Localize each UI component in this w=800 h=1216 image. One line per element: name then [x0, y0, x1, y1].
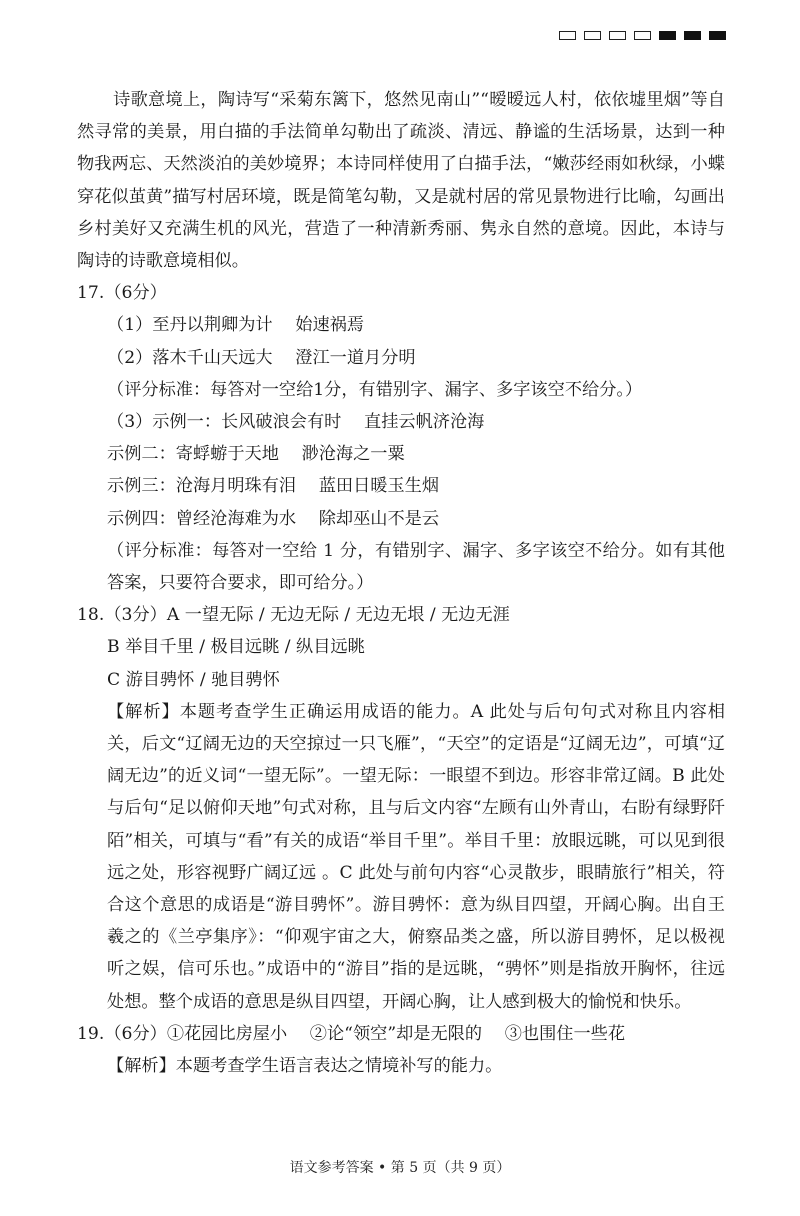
q16-paragraph: 诗歌意境上，陶诗写“采菊东篱下，悠然见南山”“暧暧远人村，依依墟里烟”等自然寻常的美景，用白描的手法简单勾勒出了疏淡、清远、静谧的生活场景，达到一种物我两忘、天然淡泊的美妙境界；本诗同样使用了白描手法，“嫩莎经雨如秋绿，小蝶穿花似茧黄”描写村居环境，既是简笔勾勒，又是就村居的常见景物进行比喻，勾画出乡村美好又充满生机的风光，营造了一种清新秀丽、隽永自然的意境。因此，本诗与陶诗的诗歌意境相似。: [77, 90, 725, 272]
hollow-mark: [584, 31, 601, 40]
q17-example-2: 示例二：寄蜉蝣于天地 渺沧海之一粟: [107, 444, 405, 465]
solid-mark: [684, 31, 701, 40]
q17-line-3: （3）示例一：长风破浪会有时 直挂云帆济沧海: [107, 412, 485, 433]
q18-analysis: 【解析】本题考查学生正确运用成语的能力。A 此处与后句句式对称且内容相关，后文“辽阔无边的天空掠过一只飞雁”，“天空”的定语是“辽阔无边”，可填“辽阔无边”的近义词“一望无际”。一望无际：一眼望不到边。形容非常辽阔。B 此处与后句“足以俯仰天地”句式对称，且与后文内容“左顾有山外青山，右盼有绿野阡陌”相关，可填与“看”有关的成语“举目千里”。举目千里：放眼远眺，可以见到很远之处，形容视野广阔辽远 。C 此处与前句内容“心灵散步，眼睛旅行”相关，符合这个意思的成语是“游目骋怀”。游目骋怀：意为纵目四望，开阔心胸。出自王羲之的《兰亭集序》：“仰观宇宙之大，俯察品类之盛，所以游目骋怀，足以极视听之娱，信可乐也。”成语中的“游目”指的是远眺，“骋怀”则是指放开胸怀，往远处想。整个成语的意思是纵目四望，开阔心胸，让人感到极大的愉悦和快乐。: [107, 701, 725, 1012]
q19-heading: 19.（6分）①花园比房屋小 ②论“领空”却是无限的 ③也围住一些花: [77, 1023, 626, 1044]
hollow-mark: [634, 31, 651, 40]
q17-line-1: （1）至丹以荆卿为计 始速祸焉: [107, 315, 365, 336]
q17-scoring-1: （评分标准：每答对一空给1分，有错别字、漏字、多字该空不给分。）: [107, 379, 643, 400]
q17-scoring-2: （评分标准：每答对一空给 1 分，有错别字、漏字、多字该空不给分。如有其他答案，只要符合要求，即可给分。）: [107, 540, 725, 594]
header-marks: [559, 31, 726, 40]
q18-answer-c: C 游目骋怀 / 驰目骋怀: [107, 669, 280, 690]
q18-heading: 18.（3分）A 一望无际 / 无边无际 / 无边无垠 / 无边无涯: [77, 605, 510, 626]
q17-line-2: （2）落木千山天远大 澄江一道月分明: [107, 347, 416, 368]
answer-content: [77, 84, 725, 1082]
hollow-mark: [609, 31, 626, 40]
solid-mark: [709, 31, 726, 40]
hollow-mark: [559, 31, 576, 40]
q18-answer-b: B 举目千里 / 极目远眺 / 纵目远眺: [107, 637, 365, 658]
q19-analysis: 【解析】本题考查学生语言表达之情境补写的能力。: [107, 1056, 503, 1077]
page-footer: 语文参考答案 • 第 5 页（共 9 页）: [289, 1160, 511, 1176]
solid-mark: [659, 31, 676, 40]
q17-heading: 17.（6分）: [77, 283, 167, 304]
q17-example-4: 示例四：曾经沧海难为水 除却巫山不是云: [107, 508, 440, 529]
q17-example-3: 示例三：沧海月明珠有泪 蓝田日暖玉生烟: [107, 476, 440, 497]
